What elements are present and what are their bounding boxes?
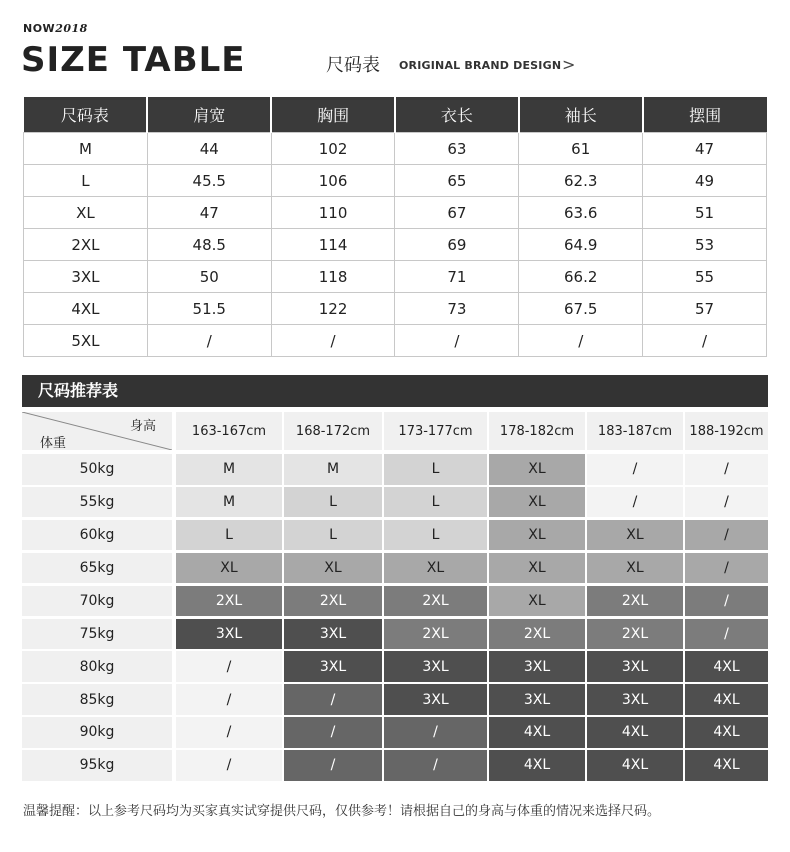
- table-row: [24, 165, 767, 197]
- chevron-right-icon: >: [562, 55, 576, 74]
- size-recommend-cell: 4XL: [489, 750, 585, 781]
- size-recommend-cell: /: [284, 750, 382, 781]
- size-header-cell: 尺码表: [24, 97, 148, 133]
- size-recommend-cell: 4XL: [685, 651, 768, 682]
- size-recommend-cell: /: [587, 487, 683, 518]
- table-cell: /: [271, 325, 395, 357]
- table-cell: L: [24, 165, 148, 197]
- size-recommend-cell: 4XL: [489, 717, 585, 748]
- size-recommend-cell: /: [284, 684, 382, 715]
- size-table-header: [24, 97, 767, 133]
- table-row: [24, 229, 767, 261]
- brand-now: NOW: [23, 22, 56, 35]
- weight-header: 60kg: [22, 520, 172, 551]
- corner-height-label: 身高: [129, 419, 156, 434]
- size-recommend-cell: /: [284, 717, 382, 748]
- height-header: 173-177cm: [384, 412, 487, 450]
- size-recommend-cell: /: [176, 684, 282, 715]
- size-recommend-cell: 3XL: [489, 684, 585, 715]
- size-recommend-cell: /: [685, 586, 768, 617]
- size-header-cell: 袖长: [519, 97, 643, 133]
- table-cell: 5XL: [24, 325, 148, 357]
- size-header-cell: 肩宽: [147, 97, 271, 133]
- height-header: 163-167cm: [176, 412, 282, 450]
- size-recommend-cell: L: [384, 487, 487, 518]
- table-row: [24, 261, 767, 293]
- size-recommend-cell: 3XL: [384, 684, 487, 715]
- size-recommend-cell: 2XL: [284, 586, 382, 617]
- size-recommend-cell: 2XL: [176, 586, 282, 617]
- size-header-cell: 胸围: [271, 97, 395, 133]
- size-recommend-cell: /: [685, 454, 768, 485]
- table-cell: 55: [643, 261, 767, 293]
- size-recommend-cell: 3XL: [587, 684, 683, 715]
- size-recommend-cell: XL: [384, 553, 487, 584]
- size-recommend-cell: XL: [176, 553, 282, 584]
- size-recommend-cell: 3XL: [176, 619, 282, 650]
- table-cell: 102: [271, 133, 395, 165]
- size-recommend-cell: XL: [587, 520, 683, 551]
- size-recommend-cell: M: [176, 454, 282, 485]
- height-header: 183-187cm: [587, 412, 683, 450]
- weight-header: 90kg: [22, 717, 172, 748]
- weight-header: 80kg: [22, 651, 172, 682]
- weight-header: 95kg: [22, 750, 172, 781]
- size-recommend-cell: 4XL: [587, 750, 683, 781]
- table-cell: /: [395, 325, 519, 357]
- table-cell: 51: [643, 197, 767, 229]
- height-header: 188-192cm: [685, 412, 768, 450]
- size-recommend-cell: /: [384, 750, 487, 781]
- table-row: [24, 293, 767, 325]
- brand-label: [23, 22, 88, 35]
- table-cell: 118: [271, 261, 395, 293]
- size-recommend-cell: L: [284, 520, 382, 551]
- brand-year: 2018: [55, 22, 88, 35]
- size-recommend-cell: XL: [587, 553, 683, 584]
- table-cell: 45.5: [147, 165, 271, 197]
- weight-header: 70kg: [22, 586, 172, 617]
- size-recommend-cell: /: [685, 520, 768, 551]
- size-recommend-cell: /: [685, 553, 768, 584]
- page-title: SIZE TABLE: [21, 40, 246, 80]
- size-recommend-cell: XL: [489, 520, 585, 551]
- table-row: [24, 133, 767, 165]
- size-recommend-cell: 2XL: [489, 619, 585, 650]
- size-recommend-cell: 3XL: [284, 651, 382, 682]
- table-cell: 62.3: [519, 165, 643, 197]
- recommend-title: 尺码推荐表: [22, 375, 768, 407]
- size-recommend-cell: /: [587, 454, 683, 485]
- table-cell: 110: [271, 197, 395, 229]
- size-recommend-cell: /: [176, 651, 282, 682]
- table-cell: 64.9: [519, 229, 643, 261]
- table-cell: 48.5: [147, 229, 271, 261]
- size-recommend-cell: 3XL: [587, 651, 683, 682]
- table-cell: 67.5: [519, 293, 643, 325]
- table-cell: 47: [643, 133, 767, 165]
- table-cell: 106: [271, 165, 395, 197]
- size-recommend-cell: 4XL: [685, 750, 768, 781]
- table-cell: /: [643, 325, 767, 357]
- size-recommend-cell: 3XL: [384, 651, 487, 682]
- table-cell: M: [24, 133, 148, 165]
- table-cell: 47: [147, 197, 271, 229]
- table-cell: 49: [643, 165, 767, 197]
- size-recommend-cell: 4XL: [685, 717, 768, 748]
- table-cell: 65: [395, 165, 519, 197]
- size-recommend-cell: L: [384, 520, 487, 551]
- table-cell: 2XL: [24, 229, 148, 261]
- table-cell: 44: [147, 133, 271, 165]
- corner-cell: [22, 412, 172, 450]
- size-recommend-cell: L: [284, 487, 382, 518]
- table-cell: 63: [395, 133, 519, 165]
- size-recommend-cell: /: [176, 750, 282, 781]
- size-recommend-cell: M: [284, 454, 382, 485]
- table-cell: 66.2: [519, 261, 643, 293]
- size-header-cell: 摆围: [643, 97, 767, 133]
- table-cell: 51.5: [147, 293, 271, 325]
- size-recommend-cell: /: [384, 717, 487, 748]
- size-recommend-cell: 4XL: [587, 717, 683, 748]
- size-recommend-cell: 3XL: [489, 651, 585, 682]
- size-recommend-cell: XL: [489, 454, 585, 485]
- table-cell: /: [519, 325, 643, 357]
- page-subtitle: 尺码表: [326, 55, 380, 76]
- table-cell: 122: [271, 293, 395, 325]
- size-recommend-cell: 4XL: [685, 684, 768, 715]
- size-recommend-cell: /: [176, 717, 282, 748]
- table-cell: 71: [395, 261, 519, 293]
- size-recommend-cell: 2XL: [587, 586, 683, 617]
- table-cell: 73: [395, 293, 519, 325]
- height-header: 178-182cm: [489, 412, 585, 450]
- size-recommend-cell: /: [685, 619, 768, 650]
- weight-header: 55kg: [22, 487, 172, 518]
- size-recommend-cell: L: [176, 520, 282, 551]
- weight-header: 65kg: [22, 553, 172, 584]
- recommend-grid: [22, 412, 768, 777]
- size-recommend-cell: 2XL: [384, 619, 487, 650]
- table-cell: 53: [643, 229, 767, 261]
- table-cell: 67: [395, 197, 519, 229]
- table-cell: /: [147, 325, 271, 357]
- size-recommend-cell: 2XL: [384, 586, 487, 617]
- table-cell: 61: [519, 133, 643, 165]
- weight-header: 50kg: [22, 454, 172, 485]
- size-recommend-cell: XL: [284, 553, 382, 584]
- size-recommend-cell: 2XL: [587, 619, 683, 650]
- weight-header: 75kg: [22, 619, 172, 650]
- table-cell: 63.6: [519, 197, 643, 229]
- table-cell: 3XL: [24, 261, 148, 293]
- table-cell: 69: [395, 229, 519, 261]
- table-cell: 4XL: [24, 293, 148, 325]
- table-cell: XL: [24, 197, 148, 229]
- size-header-cell: 衣长: [395, 97, 519, 133]
- table-cell: 50: [147, 261, 271, 293]
- size-recommend-cell: 3XL: [284, 619, 382, 650]
- table-cell: 114: [271, 229, 395, 261]
- weight-header: 85kg: [22, 684, 172, 715]
- size-recommend-cell: XL: [489, 553, 585, 584]
- size-recommend-cell: /: [685, 487, 768, 518]
- table-row: [24, 197, 767, 229]
- size-recommend-cell: XL: [489, 586, 585, 617]
- size-recommend-cell: L: [384, 454, 487, 485]
- table-row: [24, 325, 767, 357]
- corner-weight-label: 体重: [40, 436, 67, 450]
- size-recommend-cell: XL: [489, 487, 585, 518]
- footer-note: 温馨提醒：以上参考尺码均为买家真实试穿提供尺码，仅供参考！请根据自己的身高与体重的情况来选择尺码。: [23, 804, 661, 819]
- height-header: 168-172cm: [284, 412, 382, 450]
- size-table: [23, 97, 767, 357]
- table-cell: 57: [643, 293, 767, 325]
- size-recommend-cell: M: [176, 487, 282, 518]
- brand-tagline: ORIGINAL BRAND DESIGN: [399, 59, 562, 72]
